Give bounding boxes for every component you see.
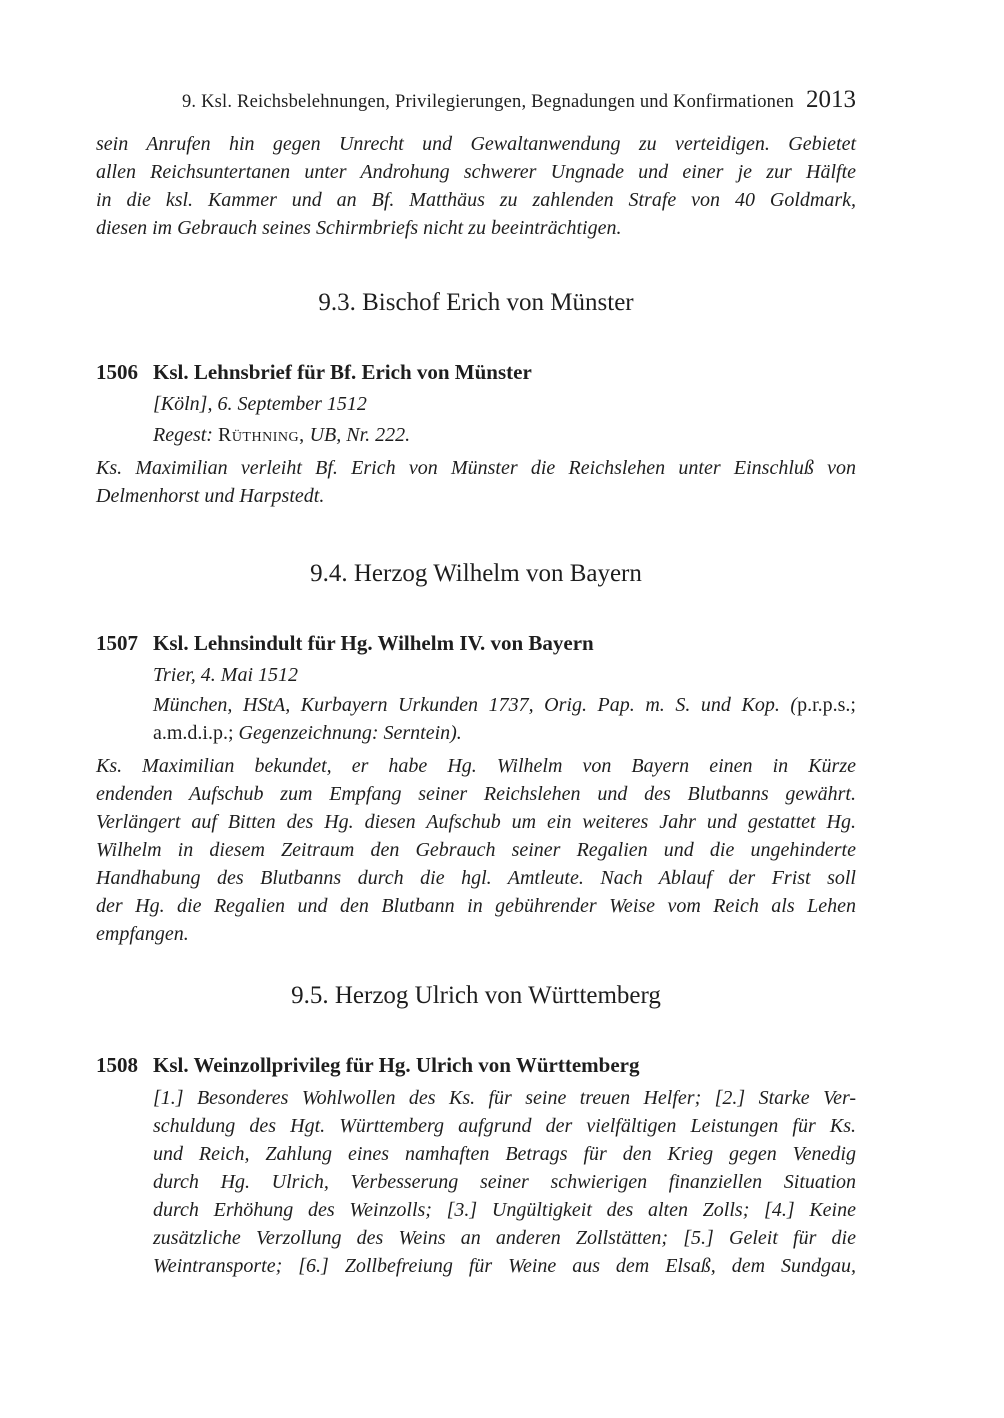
running-header-title: 9. Ksl. Reichsbelehnungen, Privilegierungen, Begnadungen und Konfirmationen [181,92,794,112]
text-line: und Reich, Zahlung eines namhaften Betrags für den Krieg gegen Venedig [153,1143,856,1165]
entry-archive-reference [153,691,856,747]
entry-1508 [96,1051,856,1280]
archive-italic-text: Gegenzeichnung: Serntein). [238,722,462,744]
regest-author: Rüthning, [217,424,305,446]
text-line: Ks. Maximilian verleiht Bf. Erich von Münster die Reichslehen unter Einschluß von [96,457,856,479]
entry-summary [153,1084,856,1280]
section-heading-9-5: 9.5. Herzog Ulrich von Württemberg [291,982,661,1009]
regest-citation: UB, Nr. 222. [309,424,411,446]
entry-title: Ksl. Weinzollprivileg für Hg. Ulrich von Württemberg [153,1053,640,1077]
text-line: der Hg. die Regalien und den Blutbann in gebührender Weise vom Reich als Lehen [96,895,856,917]
entry-summary [96,752,856,948]
text-line: Verlängert auf Bitten des Hg. diesen Aufschub um ein weiteres Jahr und gestattet Hg. [96,811,856,833]
text-line: endenden Aufschub zum Empfang seiner Reichslehen und des Blutbanns gewährt. [96,783,856,805]
entry-1508-head [96,1051,856,1079]
text-line: allen Reichsuntertanen unter Androhung schwerer Ungnade und einer je zur Hälfte [96,161,856,183]
entry-regest-line [153,421,856,449]
text-line: Wilhelm in diesem Zeitraum den Gebrauch seiner Regalien und die ungehinderte [96,839,856,861]
archive-roman-text: a.m.d.i.p.; [153,722,234,744]
text-line: Weintransporte; [6.] Zollbefreiung für Weine aus dem Elsaß, dem Sundgau, [153,1255,856,1277]
text-line: [1.] Besonderes Wohlwollen des Ks. für seine treuen Helfer; [2.] Starke Ver- [153,1087,856,1109]
text-line: zusätzliche Verzollung des Weins an anderen Zollstätten; [5.] Geleit für die [153,1227,856,1249]
text-line: Delmenhorst und Harpstedt. [96,485,325,507]
entry-title: Ksl. Lehnsbrief für Bf. Erich von Münster [153,360,532,384]
page-number: 2013 [806,86,856,113]
running-header [96,86,856,118]
archive-italic-text: München, HStA, Kurbayern Urkunden 1737, Orig. Pap. m. S. und Kop. ( [153,694,798,716]
entry-title: Ksl. Lehnsindult für Hg. Wilhelm IV. von Bayern [153,631,594,655]
text-line: in die ksl. Kammer und an Bf. Matthäus zu zahlenden Strafe von 40 Goldmark, [96,189,856,211]
section-heading-9-3: 9.3. Bischof Erich von Münster [318,289,634,316]
text-line: diesen im Gebrauch seines Schirmbriefs nicht zu beeinträchtigen. [96,217,622,239]
text-line: empfangen. [96,923,189,945]
text-line: Ks. Maximilian bekundet, er habe Hg. Wilhelm von Bayern einen in Kürze [96,755,856,777]
entry-1507 [96,629,856,948]
text-line: Handhabung des Blutbanns durch die hgl. Amtleute. Nach Ablauf der Frist soll [96,867,856,889]
intro-paragraph [96,130,856,242]
text-line: sein Anrufen hin gegen Unrecht und Gewaltanwendung zu verteidigen. Gebietet [96,133,856,155]
entry-1506-head [96,358,856,386]
entry-number: 1506 [96,360,138,384]
archive-roman-text: p.r.p.s.; [797,694,856,716]
entry-summary [96,454,856,510]
entry-dateline: Trier, 4. Mai 1512 [153,664,299,686]
section-heading-9-4: 9.4. Herzog Wilhelm von Bayern [310,560,642,587]
text-line: schuldung des Hgt. Württemberg aufgrund der vielfältigen Leistungen für Ks. [153,1115,856,1137]
text-line [153,691,856,719]
regest-label: Regest: [153,424,213,446]
text-line [153,719,856,747]
entry-dateline: [Köln], 6. September 1512 [153,393,367,415]
text-line: durch Hg. Ulrich, Verbesserung seiner schwierigen finanziellen Situation [153,1171,856,1193]
entry-number: 1507 [96,631,138,655]
entry-1506 [96,358,856,510]
text-block [96,0,856,1280]
entry-number: 1508 [96,1053,138,1077]
text-line: durch Erhöhung des Weinzolls; [3.] Ungültigkeit des alten Zolls; [4.] Keine [153,1199,856,1221]
entry-1507-head [96,629,856,657]
